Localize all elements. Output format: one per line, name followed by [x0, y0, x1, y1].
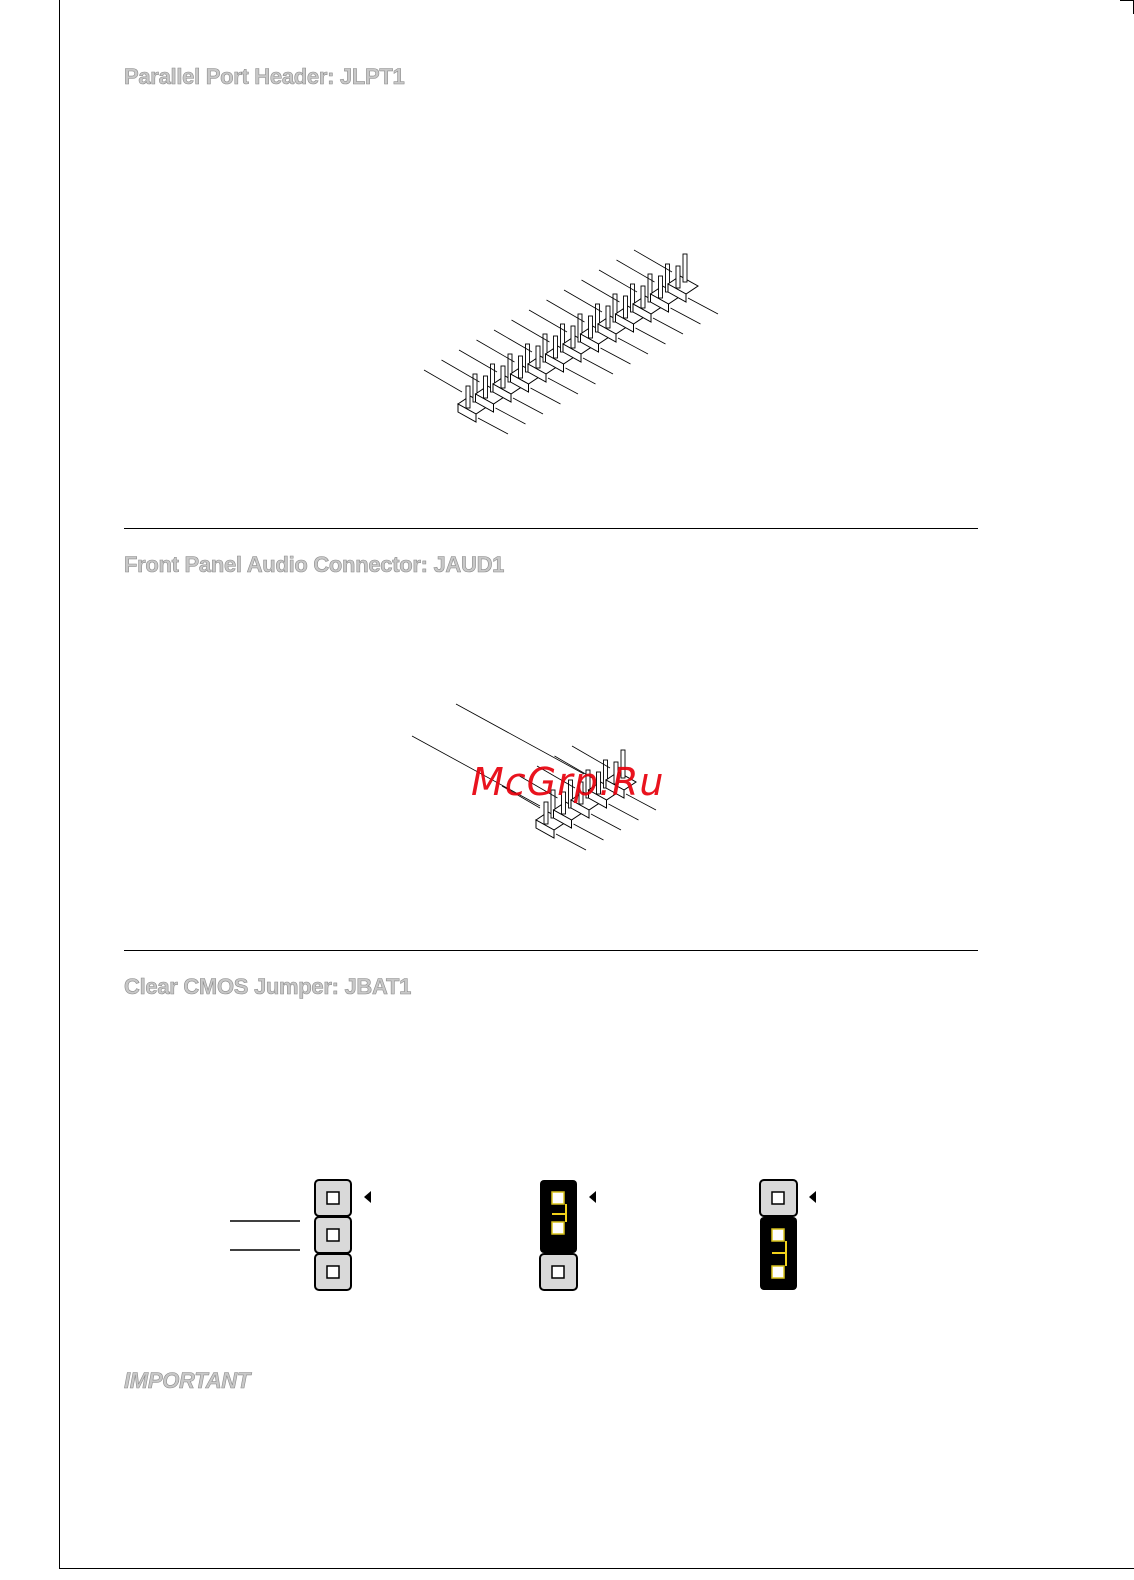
triangle-pointer-icon: [364, 1191, 371, 1203]
section-title-jaud1: Front Panel Audio Connector: JAUD1: [124, 552, 505, 577]
jumper-icon: [540, 1180, 596, 1290]
jumper-icon: [230, 1180, 371, 1290]
section-title-important: IMPORTANT: [124, 1368, 251, 1393]
watermark-text: McGrp.Ru: [471, 760, 665, 804]
section-title-jlpt1: Parallel Port Header: JLPT1: [124, 64, 405, 89]
jumper-icon: [760, 1180, 816, 1290]
triangle-pointer-icon: [809, 1191, 816, 1203]
section-title-jbat1: Clear CMOS Jumper: JBAT1: [124, 974, 412, 999]
triangle-pointer-icon: [589, 1191, 596, 1203]
